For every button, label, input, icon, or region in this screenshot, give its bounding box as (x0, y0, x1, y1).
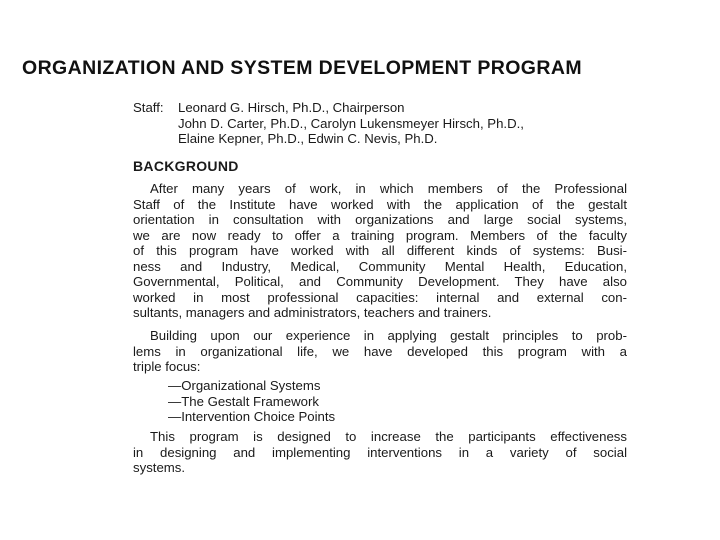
staff-name-line: Elaine Kepner, Ph.D., Edwin C. Nevis, Ph.D. (178, 131, 438, 146)
text-line: we are now ready to offer a training program. Members of the faculty (133, 227, 627, 243)
text-line: ness and Industry, Medical, Community Mental Health, Education, (133, 258, 627, 274)
text-line: worked in most professional capacities: internal and external con- (133, 289, 627, 305)
text-line: lems in organizational life, we have developed this program with a (133, 343, 627, 359)
staff-name-line: Leonard G. Hirsch, Ph.D., Chairperson (178, 100, 405, 115)
focus-list (168, 378, 335, 425)
staff-name-line: John D. Carter, Ph.D., Carolyn Lukensmeyer Hirsch, Ph.D., (178, 115, 524, 131)
text-line: systems. (133, 460, 186, 475)
text-line: orientation in consultation with organizations and large social systems, (133, 212, 627, 227)
text-line: Staff of the Institute have worked with the application of the gestalt (133, 196, 627, 212)
focus-item: —The Gestalt Framework (168, 393, 319, 409)
section-heading: BACKGROUND (133, 158, 239, 174)
focus-item: —Intervention Choice Points (168, 409, 336, 424)
text-line: Governmental, Political, and Community Development. They have also (133, 274, 627, 289)
text-line: triple focus: (133, 359, 201, 374)
text-line: of this program have worked with all different kinds of systems: Busi- (133, 243, 627, 258)
paragraph-background (133, 181, 627, 321)
text-line: After many years of work, in which members of the Professional (150, 181, 627, 196)
text-line: This program is designed to increase the participants effectiveness (150, 429, 627, 444)
text-line: Building upon our experience in applying gestalt principles to prob- (150, 328, 627, 343)
page-title: ORGANIZATION AND SYSTEM DEVELOPMENT PROGRAM (22, 57, 582, 79)
staff-label: Staff: (133, 100, 164, 115)
focus-item: —Organizational Systems (168, 378, 321, 393)
text-line: sultants, managers and administrators, teachers and trainers. (133, 305, 492, 320)
paragraph-focus-intro (133, 328, 627, 375)
staff-list (133, 100, 613, 147)
text-line: in designing and implementing interventions in a variety of social (133, 444, 627, 460)
staff-row (133, 100, 613, 116)
paragraph-program-design (133, 429, 627, 476)
